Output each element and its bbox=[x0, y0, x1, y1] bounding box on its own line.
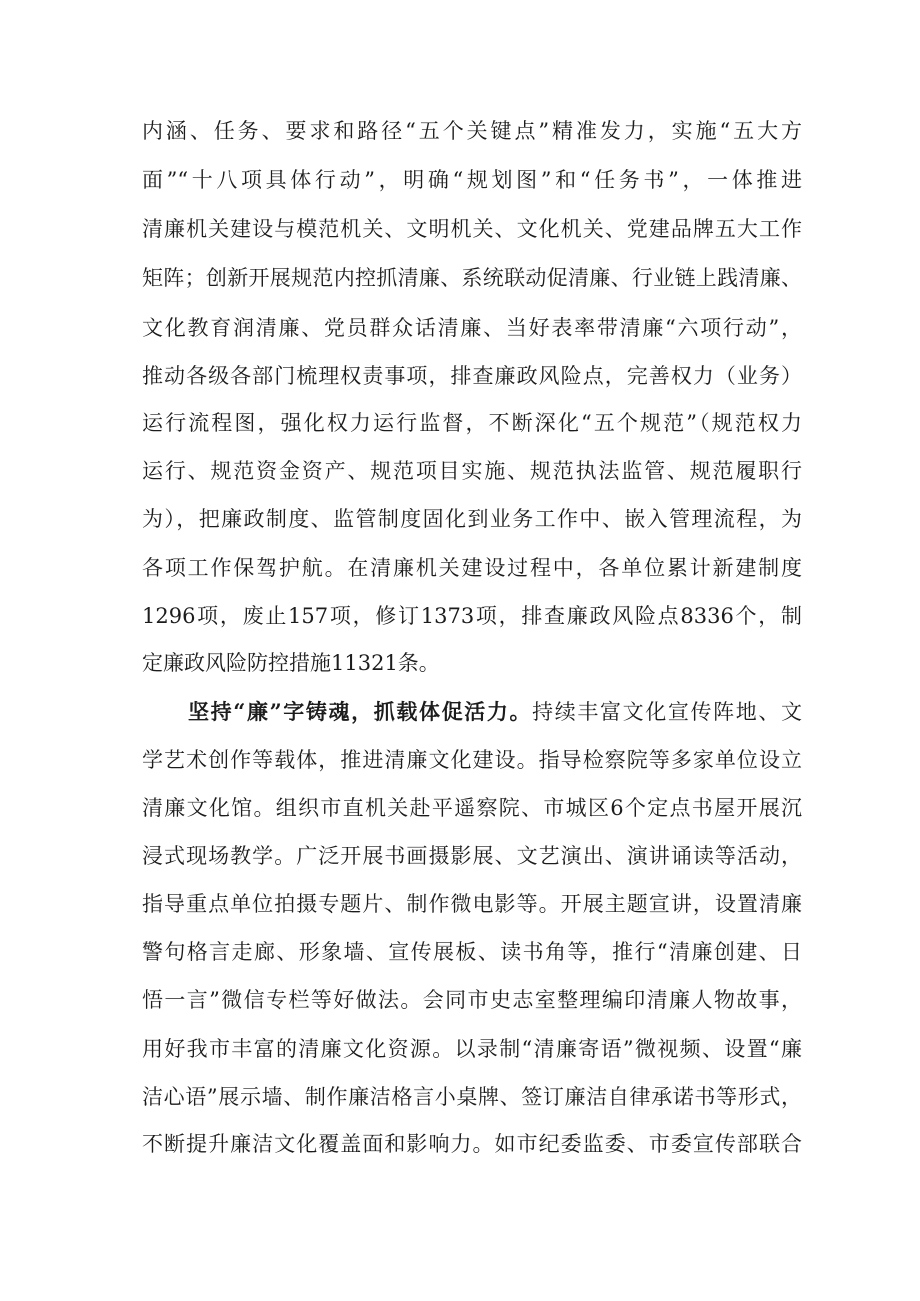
paragraph-2-line-5: 指导重点单位拍摄专题片、制作微电影等。开展主题宣讲，设置清廉 bbox=[142, 892, 802, 916]
paragraph-1-line-10: 各项工作保驾护航。在清廉机关建设过程中，各单位累计新建制度 bbox=[142, 556, 802, 580]
paragraph-1-line-1: 内涵、任务、要求和路径“五个关键点”精准发力，实施“五大方 bbox=[142, 119, 802, 143]
paragraph-1-line-3: 清廉机关建设与模范机关、文明机关、文化机关、党建品牌五大工作 bbox=[142, 217, 802, 241]
paragraph-2-line-10: 不断提升廉洁文化覆盖面和影响力。如市纪委监委、市委宣传部联合 bbox=[142, 1132, 802, 1156]
paragraph-1-line-4: 矩阵；创新开展规范内控抓清廉、系统联动促清廉、行业链上践清廉、 bbox=[142, 266, 802, 290]
paragraph-1-line-12: 定廉政风险防控措施11321条。 bbox=[142, 651, 440, 675]
paragraph-2-line-3: 清廉文化馆。组织市直机关赴平遥察院、市城区6个定点书屋开展沉 bbox=[142, 796, 802, 820]
paragraph-2-line-8: 用好我市丰富的清廉文化资源。以录制“清廉寄语”微视频、设置“廉 bbox=[142, 1037, 802, 1061]
paragraph-1-line-5: 文化教育润清廉、党员群众话清廉、当好表率带清廉“六项行动”， bbox=[142, 316, 802, 340]
paragraph-1-line-6: 推动各级各部门梳理权责事项，排查廉政风险点，完善权力（业务） bbox=[142, 364, 802, 388]
paragraph-2-line-6: 警句格言走廊、形象墙、宣传展板、读书角等，推行“清廉创建、日 bbox=[142, 940, 802, 964]
paragraph-2-line-9: 洁心语”展示墙、制作廉洁格言小桌牌、签订廉洁自律承诺书等形式， bbox=[142, 1085, 802, 1109]
paragraph-1-line-8: 运行、规范资金资产、规范项目实施、规范执法监管、规范履职行 bbox=[142, 459, 802, 483]
paragraph-1-line-9: 为），把廉政制度、监管制度固化到业务工作中、嵌入管理流程，为 bbox=[142, 507, 802, 531]
paragraph-2-line-7: 悟一言”微信专栏等好做法。会同市史志室整理编印清廉人物故事， bbox=[142, 988, 802, 1012]
paragraph-2-heading: 坚持“廉”字铸魂，抓载体促活力。 bbox=[188, 699, 533, 724]
paragraph-1-line-2: 面”“十八项具体行动”，明确“规划图”和“任务书”，一体推进 bbox=[142, 168, 802, 192]
paragraph-2-line-1 bbox=[188, 692, 802, 732]
paragraph-2-first-line-text: 持续丰富文化宣传阵地、文 bbox=[532, 700, 802, 724]
paragraph-1-line-11: 1296项，废止157项，修订1373项，排查廉政风险点8336个，制 bbox=[142, 604, 802, 628]
paragraph-2-line-4: 浸式现场教学。广泛开展书画摄影展、文艺演出、演讲诵读等活动， bbox=[142, 844, 802, 868]
paragraph-2-line-2: 学艺术创作等载体，推进清廉文化建设。指导检察院等多家单位设立 bbox=[142, 748, 802, 772]
paragraph-1-line-7: 运行流程图，强化权力运行监督，不断深化“五个规范”（规范权力 bbox=[142, 411, 802, 435]
